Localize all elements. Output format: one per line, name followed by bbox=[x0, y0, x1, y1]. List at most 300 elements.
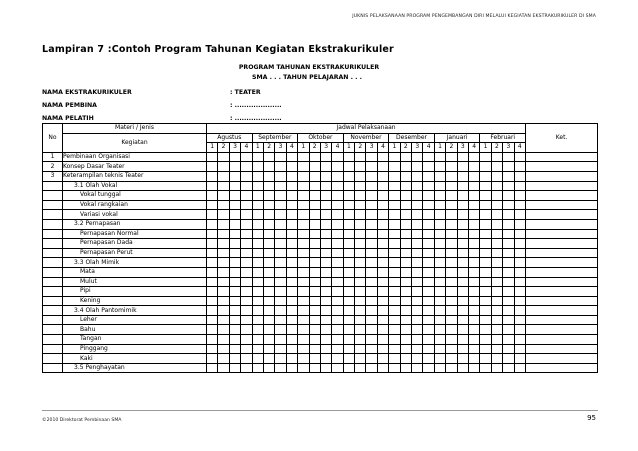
schedule-cell[interactable] bbox=[491, 306, 502, 316]
schedule-cell[interactable] bbox=[252, 306, 263, 316]
schedule-cell[interactable] bbox=[389, 248, 400, 258]
schedule-cell[interactable] bbox=[377, 162, 388, 172]
schedule-cell[interactable] bbox=[286, 354, 297, 364]
schedule-cell[interactable] bbox=[320, 229, 331, 239]
schedule-cell[interactable] bbox=[355, 344, 366, 354]
schedule-cell[interactable] bbox=[207, 200, 218, 210]
schedule-cell[interactable] bbox=[263, 287, 274, 297]
schedule-cell[interactable] bbox=[207, 239, 218, 249]
schedule-cell[interactable] bbox=[218, 277, 229, 287]
schedule-cell[interactable] bbox=[343, 258, 354, 268]
schedule-cell[interactable] bbox=[207, 191, 218, 201]
schedule-cell[interactable] bbox=[434, 363, 445, 373]
schedule-cell[interactable] bbox=[389, 200, 400, 210]
schedule-cell[interactable] bbox=[514, 277, 526, 287]
schedule-cell[interactable] bbox=[491, 287, 502, 297]
schedule-cell[interactable] bbox=[229, 277, 240, 287]
schedule-cell[interactable] bbox=[480, 210, 491, 220]
schedule-cell[interactable] bbox=[434, 229, 445, 239]
schedule-cell[interactable] bbox=[298, 210, 309, 220]
schedule-cell[interactable] bbox=[355, 229, 366, 239]
schedule-cell[interactable] bbox=[503, 181, 514, 191]
schedule-cell[interactable] bbox=[468, 229, 479, 239]
schedule-cell[interactable] bbox=[286, 296, 297, 306]
schedule-cell[interactable] bbox=[252, 229, 263, 239]
schedule-cell[interactable] bbox=[263, 181, 274, 191]
schedule-cell[interactable] bbox=[241, 325, 252, 335]
schedule-cell[interactable] bbox=[207, 315, 218, 325]
schedule-cell[interactable] bbox=[343, 277, 354, 287]
schedule-cell[interactable] bbox=[377, 363, 388, 373]
schedule-cell[interactable] bbox=[389, 239, 400, 249]
schedule-cell[interactable] bbox=[503, 325, 514, 335]
schedule-cell[interactable] bbox=[252, 258, 263, 268]
schedule-cell[interactable] bbox=[229, 335, 240, 345]
schedule-cell[interactable] bbox=[377, 306, 388, 316]
schedule-cell[interactable] bbox=[480, 181, 491, 191]
schedule-cell[interactable] bbox=[457, 162, 468, 172]
schedule-cell[interactable] bbox=[412, 354, 423, 364]
ket-cell[interactable] bbox=[526, 363, 598, 373]
schedule-cell[interactable] bbox=[218, 229, 229, 239]
ket-cell[interactable] bbox=[526, 191, 598, 201]
schedule-cell[interactable] bbox=[298, 354, 309, 364]
schedule-cell[interactable] bbox=[286, 152, 297, 162]
schedule-cell[interactable] bbox=[252, 219, 263, 229]
ket-cell[interactable] bbox=[526, 354, 598, 364]
schedule-cell[interactable] bbox=[446, 363, 457, 373]
schedule-cell[interactable] bbox=[366, 296, 377, 306]
schedule-cell[interactable] bbox=[207, 325, 218, 335]
schedule-cell[interactable] bbox=[298, 239, 309, 249]
schedule-cell[interactable] bbox=[355, 239, 366, 249]
schedule-cell[interactable] bbox=[434, 258, 445, 268]
schedule-cell[interactable] bbox=[457, 344, 468, 354]
schedule-cell[interactable] bbox=[332, 248, 343, 258]
schedule-cell[interactable] bbox=[241, 219, 252, 229]
schedule-cell[interactable] bbox=[332, 315, 343, 325]
schedule-cell[interactable] bbox=[229, 344, 240, 354]
schedule-cell[interactable] bbox=[412, 344, 423, 354]
schedule-cell[interactable] bbox=[275, 315, 286, 325]
schedule-cell[interactable] bbox=[491, 335, 502, 345]
schedule-cell[interactable] bbox=[457, 335, 468, 345]
schedule-cell[interactable] bbox=[400, 277, 411, 287]
schedule-cell[interactable] bbox=[491, 315, 502, 325]
schedule-cell[interactable] bbox=[332, 325, 343, 335]
schedule-cell[interactable] bbox=[229, 363, 240, 373]
schedule-cell[interactable] bbox=[446, 219, 457, 229]
schedule-cell[interactable] bbox=[446, 239, 457, 249]
schedule-cell[interactable] bbox=[468, 315, 479, 325]
schedule-cell[interactable] bbox=[491, 344, 502, 354]
schedule-cell[interactable] bbox=[446, 354, 457, 364]
schedule-cell[interactable] bbox=[343, 191, 354, 201]
schedule-cell[interactable] bbox=[229, 267, 240, 277]
schedule-cell[interactable] bbox=[446, 335, 457, 345]
schedule-cell[interactable] bbox=[275, 162, 286, 172]
schedule-cell[interactable] bbox=[332, 267, 343, 277]
schedule-cell[interactable] bbox=[503, 248, 514, 258]
schedule-cell[interactable] bbox=[514, 191, 526, 201]
schedule-cell[interactable] bbox=[309, 152, 320, 162]
schedule-cell[interactable] bbox=[468, 248, 479, 258]
ket-cell[interactable] bbox=[526, 287, 598, 297]
schedule-cell[interactable] bbox=[389, 306, 400, 316]
schedule-cell[interactable] bbox=[468, 354, 479, 364]
schedule-cell[interactable] bbox=[207, 335, 218, 345]
schedule-cell[interactable] bbox=[400, 267, 411, 277]
ket-cell[interactable] bbox=[526, 296, 598, 306]
schedule-cell[interactable] bbox=[514, 363, 526, 373]
schedule-cell[interactable] bbox=[514, 171, 526, 181]
schedule-cell[interactable] bbox=[263, 162, 274, 172]
schedule-cell[interactable] bbox=[514, 162, 526, 172]
schedule-cell[interactable] bbox=[491, 354, 502, 364]
ket-cell[interactable] bbox=[526, 344, 598, 354]
schedule-cell[interactable] bbox=[446, 315, 457, 325]
schedule-cell[interactable] bbox=[229, 162, 240, 172]
schedule-cell[interactable] bbox=[400, 258, 411, 268]
schedule-cell[interactable] bbox=[366, 277, 377, 287]
schedule-cell[interactable] bbox=[309, 162, 320, 172]
schedule-cell[interactable] bbox=[412, 152, 423, 162]
schedule-cell[interactable] bbox=[320, 287, 331, 297]
schedule-cell[interactable] bbox=[343, 248, 354, 258]
schedule-cell[interactable] bbox=[503, 210, 514, 220]
schedule-cell[interactable] bbox=[423, 219, 434, 229]
schedule-cell[interactable] bbox=[503, 191, 514, 201]
schedule-cell[interactable] bbox=[480, 344, 491, 354]
schedule-cell[interactable] bbox=[218, 248, 229, 258]
schedule-cell[interactable] bbox=[218, 267, 229, 277]
schedule-cell[interactable] bbox=[480, 162, 491, 172]
schedule-cell[interactable] bbox=[229, 181, 240, 191]
schedule-cell[interactable] bbox=[286, 325, 297, 335]
schedule-cell[interactable] bbox=[400, 210, 411, 220]
schedule-cell[interactable] bbox=[366, 181, 377, 191]
schedule-cell[interactable] bbox=[389, 363, 400, 373]
schedule-cell[interactable] bbox=[343, 219, 354, 229]
schedule-cell[interactable] bbox=[468, 344, 479, 354]
schedule-cell[interactable] bbox=[468, 219, 479, 229]
schedule-cell[interactable] bbox=[377, 296, 388, 306]
schedule-cell[interactable] bbox=[275, 171, 286, 181]
schedule-cell[interactable] bbox=[457, 229, 468, 239]
schedule-cell[interactable] bbox=[446, 191, 457, 201]
schedule-cell[interactable] bbox=[491, 181, 502, 191]
schedule-cell[interactable] bbox=[355, 287, 366, 297]
schedule-cell[interactable] bbox=[263, 200, 274, 210]
schedule-cell[interactable] bbox=[503, 287, 514, 297]
schedule-cell[interactable] bbox=[446, 277, 457, 287]
schedule-cell[interactable] bbox=[457, 200, 468, 210]
schedule-cell[interactable] bbox=[332, 239, 343, 249]
ket-cell[interactable] bbox=[526, 248, 598, 258]
schedule-cell[interactable] bbox=[207, 296, 218, 306]
ket-cell[interactable] bbox=[526, 162, 598, 172]
schedule-cell[interactable] bbox=[298, 219, 309, 229]
schedule-cell[interactable] bbox=[332, 181, 343, 191]
schedule-cell[interactable] bbox=[457, 354, 468, 364]
schedule-cell[interactable] bbox=[423, 200, 434, 210]
schedule-cell[interactable] bbox=[332, 219, 343, 229]
schedule-cell[interactable] bbox=[298, 315, 309, 325]
schedule-cell[interactable] bbox=[366, 152, 377, 162]
ket-cell[interactable] bbox=[526, 229, 598, 239]
schedule-cell[interactable] bbox=[343, 325, 354, 335]
schedule-cell[interactable] bbox=[366, 325, 377, 335]
schedule-cell[interactable] bbox=[480, 277, 491, 287]
schedule-cell[interactable] bbox=[503, 229, 514, 239]
schedule-cell[interactable] bbox=[286, 363, 297, 373]
ket-cell[interactable] bbox=[526, 258, 598, 268]
schedule-cell[interactable] bbox=[207, 344, 218, 354]
schedule-cell[interactable] bbox=[480, 191, 491, 201]
schedule-cell[interactable] bbox=[229, 248, 240, 258]
schedule-cell[interactable] bbox=[298, 344, 309, 354]
schedule-cell[interactable] bbox=[218, 162, 229, 172]
schedule-cell[interactable] bbox=[218, 191, 229, 201]
ket-cell[interactable] bbox=[526, 200, 598, 210]
schedule-cell[interactable] bbox=[434, 191, 445, 201]
schedule-cell[interactable] bbox=[514, 239, 526, 249]
schedule-cell[interactable] bbox=[412, 239, 423, 249]
schedule-cell[interactable] bbox=[309, 335, 320, 345]
schedule-cell[interactable] bbox=[263, 258, 274, 268]
schedule-cell[interactable] bbox=[241, 277, 252, 287]
schedule-cell[interactable] bbox=[377, 210, 388, 220]
schedule-cell[interactable] bbox=[229, 171, 240, 181]
schedule-cell[interactable] bbox=[491, 267, 502, 277]
schedule-cell[interactable] bbox=[320, 171, 331, 181]
ket-cell[interactable] bbox=[526, 335, 598, 345]
schedule-cell[interactable] bbox=[207, 248, 218, 258]
schedule-cell[interactable] bbox=[355, 306, 366, 316]
schedule-cell[interactable] bbox=[423, 296, 434, 306]
schedule-cell[interactable] bbox=[355, 152, 366, 162]
schedule-cell[interactable] bbox=[207, 152, 218, 162]
ket-cell[interactable] bbox=[526, 239, 598, 249]
schedule-cell[interactable] bbox=[389, 162, 400, 172]
schedule-cell[interactable] bbox=[457, 152, 468, 162]
schedule-cell[interactable] bbox=[491, 239, 502, 249]
schedule-cell[interactable] bbox=[412, 248, 423, 258]
schedule-cell[interactable] bbox=[229, 258, 240, 268]
schedule-cell[interactable] bbox=[241, 171, 252, 181]
schedule-cell[interactable] bbox=[423, 258, 434, 268]
schedule-cell[interactable] bbox=[298, 152, 309, 162]
schedule-cell[interactable] bbox=[252, 191, 263, 201]
schedule-cell[interactable] bbox=[514, 296, 526, 306]
schedule-cell[interactable] bbox=[355, 210, 366, 220]
schedule-cell[interactable] bbox=[400, 287, 411, 297]
schedule-cell[interactable] bbox=[446, 258, 457, 268]
schedule-cell[interactable] bbox=[377, 335, 388, 345]
schedule-cell[interactable] bbox=[298, 229, 309, 239]
schedule-cell[interactable] bbox=[389, 325, 400, 335]
schedule-cell[interactable] bbox=[275, 354, 286, 364]
schedule-cell[interactable] bbox=[207, 219, 218, 229]
schedule-cell[interactable] bbox=[389, 229, 400, 239]
schedule-cell[interactable] bbox=[366, 335, 377, 345]
schedule-cell[interactable] bbox=[377, 200, 388, 210]
schedule-cell[interactable] bbox=[457, 306, 468, 316]
schedule-cell[interactable] bbox=[309, 277, 320, 287]
schedule-cell[interactable] bbox=[389, 267, 400, 277]
schedule-cell[interactable] bbox=[480, 219, 491, 229]
schedule-cell[interactable] bbox=[218, 210, 229, 220]
schedule-cell[interactable] bbox=[320, 306, 331, 316]
schedule-cell[interactable] bbox=[252, 354, 263, 364]
schedule-cell[interactable] bbox=[423, 354, 434, 364]
schedule-cell[interactable] bbox=[229, 152, 240, 162]
schedule-cell[interactable] bbox=[457, 325, 468, 335]
schedule-cell[interactable] bbox=[423, 335, 434, 345]
schedule-cell[interactable] bbox=[434, 171, 445, 181]
schedule-cell[interactable] bbox=[468, 210, 479, 220]
schedule-cell[interactable] bbox=[309, 315, 320, 325]
schedule-cell[interactable] bbox=[423, 248, 434, 258]
schedule-cell[interactable] bbox=[389, 287, 400, 297]
schedule-cell[interactable] bbox=[480, 152, 491, 162]
schedule-cell[interactable] bbox=[480, 200, 491, 210]
schedule-cell[interactable] bbox=[229, 229, 240, 239]
schedule-cell[interactable] bbox=[468, 171, 479, 181]
schedule-cell[interactable] bbox=[446, 171, 457, 181]
schedule-cell[interactable] bbox=[309, 210, 320, 220]
schedule-cell[interactable] bbox=[263, 344, 274, 354]
schedule-cell[interactable] bbox=[480, 258, 491, 268]
schedule-cell[interactable] bbox=[343, 315, 354, 325]
schedule-cell[interactable] bbox=[309, 229, 320, 239]
schedule-cell[interactable] bbox=[309, 287, 320, 297]
schedule-cell[interactable] bbox=[320, 152, 331, 162]
schedule-cell[interactable] bbox=[263, 219, 274, 229]
schedule-cell[interactable] bbox=[377, 171, 388, 181]
schedule-cell[interactable] bbox=[503, 354, 514, 364]
schedule-cell[interactable] bbox=[275, 229, 286, 239]
schedule-cell[interactable] bbox=[355, 296, 366, 306]
schedule-cell[interactable] bbox=[377, 191, 388, 201]
schedule-cell[interactable] bbox=[400, 162, 411, 172]
schedule-cell[interactable] bbox=[320, 277, 331, 287]
schedule-cell[interactable] bbox=[309, 200, 320, 210]
schedule-cell[interactable] bbox=[412, 258, 423, 268]
schedule-cell[interactable] bbox=[377, 181, 388, 191]
schedule-cell[interactable] bbox=[434, 210, 445, 220]
schedule-cell[interactable] bbox=[423, 267, 434, 277]
schedule-cell[interactable] bbox=[389, 191, 400, 201]
schedule-cell[interactable] bbox=[389, 181, 400, 191]
schedule-cell[interactable] bbox=[355, 363, 366, 373]
schedule-cell[interactable] bbox=[503, 162, 514, 172]
schedule-cell[interactable] bbox=[298, 277, 309, 287]
schedule-cell[interactable] bbox=[229, 191, 240, 201]
schedule-cell[interactable] bbox=[503, 258, 514, 268]
schedule-cell[interactable] bbox=[309, 306, 320, 316]
schedule-cell[interactable] bbox=[298, 267, 309, 277]
schedule-cell[interactable] bbox=[309, 363, 320, 373]
schedule-cell[interactable] bbox=[491, 229, 502, 239]
schedule-cell[interactable] bbox=[389, 296, 400, 306]
schedule-cell[interactable] bbox=[434, 296, 445, 306]
schedule-cell[interactable] bbox=[343, 210, 354, 220]
schedule-cell[interactable] bbox=[229, 287, 240, 297]
schedule-cell[interactable] bbox=[218, 287, 229, 297]
schedule-cell[interactable] bbox=[423, 229, 434, 239]
schedule-cell[interactable] bbox=[480, 287, 491, 297]
schedule-cell[interactable] bbox=[263, 325, 274, 335]
schedule-cell[interactable] bbox=[514, 210, 526, 220]
schedule-cell[interactable] bbox=[275, 267, 286, 277]
schedule-cell[interactable] bbox=[514, 258, 526, 268]
schedule-cell[interactable] bbox=[218, 239, 229, 249]
schedule-cell[interactable] bbox=[298, 248, 309, 258]
schedule-cell[interactable] bbox=[252, 315, 263, 325]
schedule-cell[interactable] bbox=[275, 258, 286, 268]
schedule-cell[interactable] bbox=[320, 258, 331, 268]
schedule-cell[interactable] bbox=[423, 171, 434, 181]
schedule-cell[interactable] bbox=[503, 219, 514, 229]
schedule-cell[interactable] bbox=[343, 306, 354, 316]
schedule-cell[interactable] bbox=[412, 363, 423, 373]
schedule-cell[interactable] bbox=[423, 363, 434, 373]
schedule-cell[interactable] bbox=[355, 325, 366, 335]
schedule-cell[interactable] bbox=[286, 239, 297, 249]
schedule-cell[interactable] bbox=[491, 325, 502, 335]
schedule-cell[interactable] bbox=[468, 306, 479, 316]
schedule-cell[interactable] bbox=[457, 219, 468, 229]
schedule-cell[interactable] bbox=[332, 354, 343, 364]
schedule-cell[interactable] bbox=[389, 258, 400, 268]
schedule-cell[interactable] bbox=[286, 306, 297, 316]
schedule-cell[interactable] bbox=[423, 325, 434, 335]
schedule-cell[interactable] bbox=[355, 171, 366, 181]
schedule-cell[interactable] bbox=[434, 162, 445, 172]
schedule-cell[interactable] bbox=[468, 363, 479, 373]
schedule-cell[interactable] bbox=[434, 315, 445, 325]
schedule-cell[interactable] bbox=[434, 287, 445, 297]
schedule-cell[interactable] bbox=[412, 306, 423, 316]
schedule-cell[interactable] bbox=[423, 277, 434, 287]
schedule-cell[interactable] bbox=[275, 287, 286, 297]
schedule-cell[interactable] bbox=[480, 335, 491, 345]
schedule-cell[interactable] bbox=[366, 229, 377, 239]
schedule-cell[interactable] bbox=[275, 200, 286, 210]
schedule-cell[interactable] bbox=[355, 248, 366, 258]
schedule-cell[interactable] bbox=[218, 335, 229, 345]
schedule-cell[interactable] bbox=[355, 335, 366, 345]
schedule-cell[interactable] bbox=[207, 354, 218, 364]
schedule-cell[interactable] bbox=[491, 171, 502, 181]
schedule-cell[interactable] bbox=[241, 344, 252, 354]
schedule-cell[interactable] bbox=[457, 267, 468, 277]
schedule-cell[interactable] bbox=[332, 191, 343, 201]
schedule-cell[interactable] bbox=[446, 287, 457, 297]
schedule-cell[interactable] bbox=[423, 191, 434, 201]
schedule-cell[interactable] bbox=[241, 229, 252, 239]
schedule-cell[interactable] bbox=[457, 287, 468, 297]
schedule-cell[interactable] bbox=[263, 354, 274, 364]
schedule-cell[interactable] bbox=[343, 296, 354, 306]
schedule-cell[interactable] bbox=[218, 325, 229, 335]
schedule-cell[interactable] bbox=[309, 171, 320, 181]
schedule-cell[interactable] bbox=[412, 315, 423, 325]
schedule-cell[interactable] bbox=[263, 152, 274, 162]
schedule-cell[interactable] bbox=[332, 296, 343, 306]
schedule-cell[interactable] bbox=[320, 315, 331, 325]
